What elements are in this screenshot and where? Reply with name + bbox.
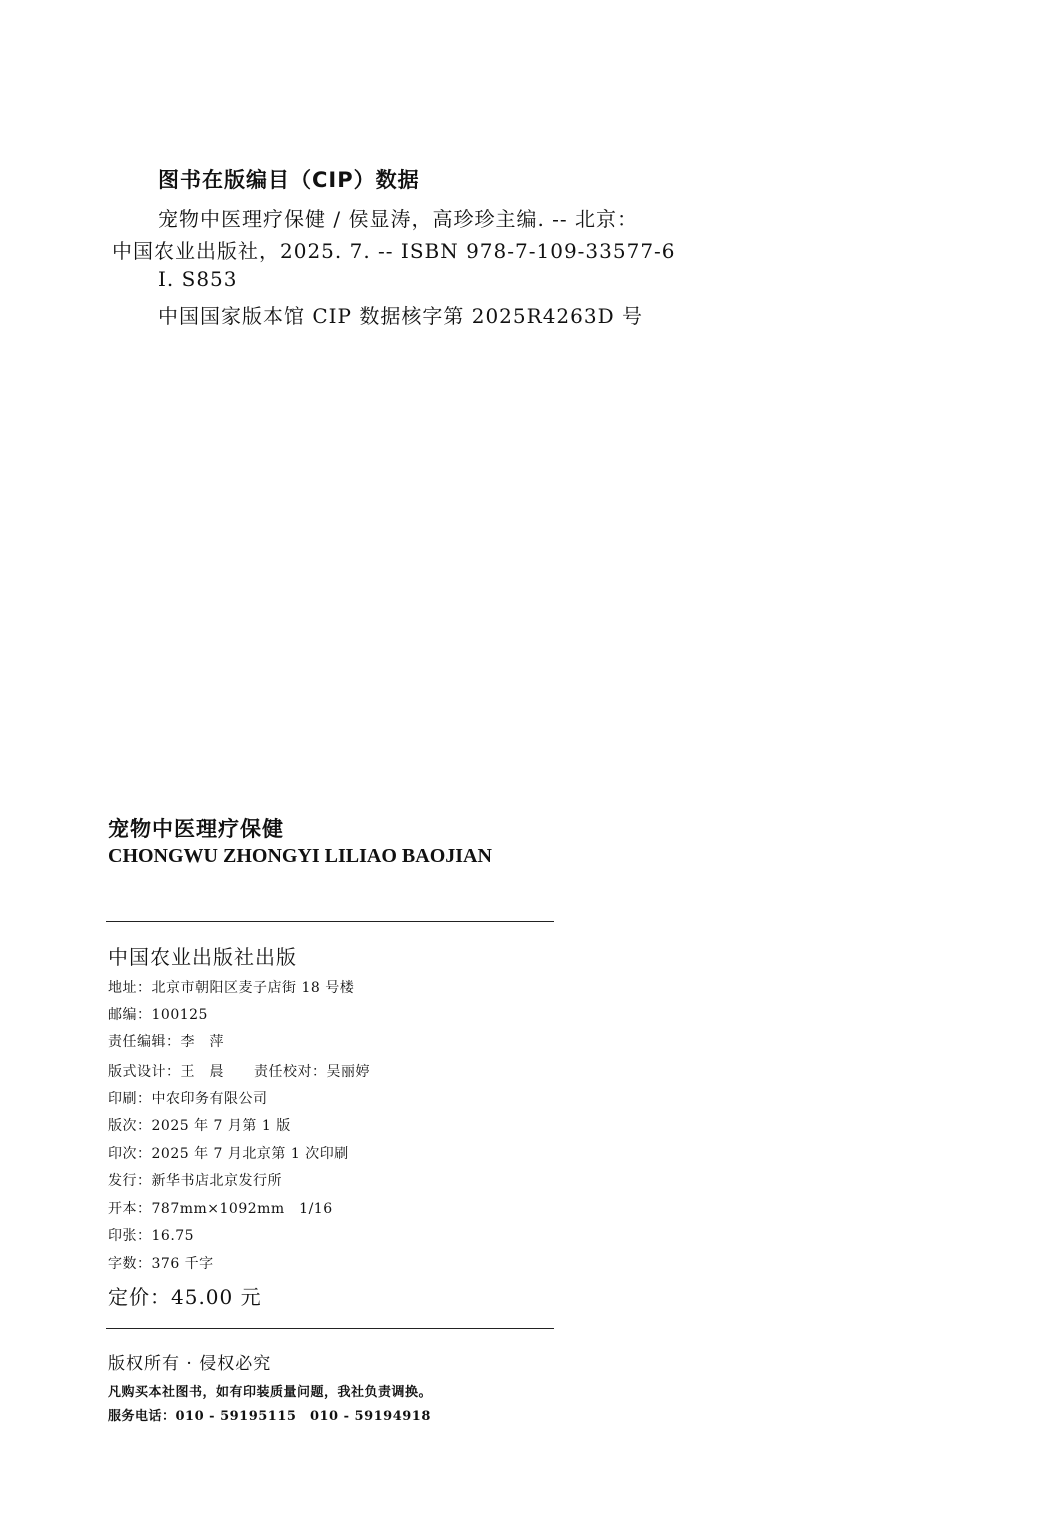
distributor-line: 发行：新华书店北京发行所 <box>108 1173 282 1189</box>
cip-line-classification: Ⅰ. S853 <box>158 267 238 291</box>
cip-line-publisher-isbn: 中国农业出版社，2025. 7. -- ISBN 978-7-109-33577-6 <box>112 239 676 263</box>
postcode-line: 邮编：100125 <box>108 1007 208 1023</box>
proofreader-text: 责任校对：吴丽婷 <box>254 1064 370 1080</box>
designer-text: 版式设计：王 晨 <box>108 1064 224 1080</box>
edition-line: 版次：2025 年 7 月第 1 版 <box>108 1118 291 1134</box>
design-proofread-line <box>108 1061 370 1081</box>
word-count-line: 字数：376 千字 <box>108 1256 214 1272</box>
editor-line: 责任编辑：李 萍 <box>108 1034 224 1050</box>
cip-line-title-author: 宠物中医理疗保健 / 侯显涛，高珍珍主编. -- 北京： <box>158 207 639 231</box>
service-phone: 服务电话：010 - 59195115 010 - 59194918 <box>108 1409 431 1424</box>
divider-bottom <box>106 1328 554 1329</box>
divider-top <box>106 921 554 922</box>
cip-line-record-number: 中国国家版本馆 CIP 数据核字第 2025R4263D 号 <box>158 304 643 328</box>
return-notice: 凡购买本社图书，如有印装质量问题，我社负责调换。 <box>108 1385 433 1400</box>
address-line: 地址：北京市朝阳区麦子店街 18 号楼 <box>108 980 355 996</box>
book-title-chinese: 宠物中医理疗保健 <box>108 817 284 841</box>
copyright-line: 版权所有 · 侵权必究 <box>108 1354 272 1374</box>
price-line: 定价：45.00 元 <box>108 1285 262 1309</box>
publisher-line: 中国农业出版社出版 <box>108 945 297 969</box>
sheets-line: 印张：16.75 <box>108 1228 195 1244</box>
book-title-pinyin: CHONGWU ZHONGYI LILIAO BAOJIAN <box>108 845 492 867</box>
cip-heading: 图书在版编目（CIP）数据 <box>158 168 420 192</box>
printing-line: 印次：2025 年 7 月北京第 1 次印刷 <box>108 1146 349 1162</box>
printer-line: 印刷：中农印务有限公司 <box>108 1091 268 1107</box>
format-line: 开本：787mm×1092mm 1/16 <box>108 1201 333 1217</box>
